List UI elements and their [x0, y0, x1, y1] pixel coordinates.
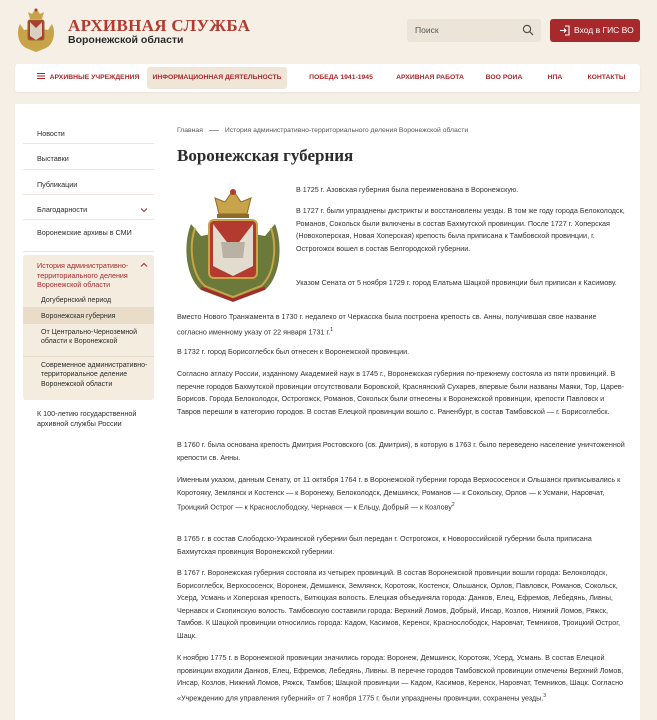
- sidebar-item-exhibitions[interactable]: [23, 144, 154, 170]
- gis-login-button[interactable]: [550, 19, 640, 42]
- paragraph-text: Именным указом, данным Сенату, от 11 октября 1764 г. в Воронежской губернии города Верхососенск и Ольшанск приписывались к Коротояку, Землянск и Костенск — к Воронежу, Белоколодск, Демшинск, Романов — к Сокольску, Орлов — к Усмани, Наровчат, Троицкий Острог — к Краснослободску, Чернавск — к Ельцу, Добрый — к Козлову: [177, 475, 621, 512]
- sidebar-item-thanks[interactable]: [23, 195, 154, 220]
- sidebar: [23, 120, 154, 438]
- footnote-ref[interactable]: 3: [543, 692, 547, 699]
- paragraph-text: Вместо Нового Транжамента в 1730 г. недалеко от Черкасска была построена крепость св. Анны, получившая свое название согласно именному указу от 22 января 1731 г.: [177, 312, 597, 336]
- sidebar-item-label: К 100-летию государственной архивной службы России: [37, 409, 137, 428]
- chevron-up-icon[interactable]: [140, 262, 148, 268]
- paragraph-text: К ноябрю 1775 г. в Воронежской провинции значились города: Воронеж, Демшинск, Коротояк, Усерд, Усмань. В состав Елецкой провинции входили Данков, Елец, Ефремов, Лебедянь, Ливны. В перечне городов Тамбовской провинции отмечены Верхний Ломов, Инсар, Козлов, Нижний Ломов, Ряжск, Тамбов; Шацкой провинции — Кадом, Касимов, Керенск, Наровчат, Темников, Шацк. Согласно «Учреждению для управления губерний» от 7 ноября 1775 г. были упразднены провинции, сохранены уезды.: [177, 653, 624, 703]
- sidebar-item-label: Публикации: [37, 180, 78, 189]
- gis-login-label: Вход в ГИС ВО: [574, 25, 634, 35]
- content-paragraph: [177, 652, 625, 705]
- emblem-icon[interactable]: [14, 6, 58, 54]
- content-paragraph: В 1727 г. были упразднены дистрикты и восстановлены уезды. В том же году города Белоколодск, Романов, Сокольск были включены в состав Бахмутской провинции. После 1727 г. Хоперская (Новохоперская, Новая Хоперская) крепость была приписана к Тамбовской провинции, г. Острогожск вошел в состав Белгородской губернии.: [296, 206, 625, 253]
- footnote-ref[interactable]: 1: [330, 326, 334, 333]
- sidebar-group-history: [23, 255, 154, 400]
- main-nav: [15, 64, 640, 92]
- nav-item-npa[interactable]: НПА: [547, 74, 563, 81]
- content-paragraph: [177, 311, 625, 339]
- sidebar-subitem-voronezh-gubernia[interactable]: Воронежская губерния: [23, 308, 154, 324]
- coat-of-arms-image: [177, 184, 290, 305]
- search-icon[interactable]: [522, 24, 534, 36]
- page-title: Воронежская губерния: [177, 146, 354, 165]
- breadcrumb: [177, 127, 468, 134]
- sidebar-item-label: История административно-территориального деления Воронежской области: [37, 261, 129, 290]
- search-placeholder: Поиск: [415, 25, 439, 35]
- sidebar-item-publications[interactable]: [23, 170, 154, 195]
- content-paragraph: В 1765 г. в состав Слободско-Украинской губернии был передан г. Острогожск, к Новороссийской губернии была приписана Бахмутская провинция Воронежской губернии.: [177, 534, 592, 556]
- sidebar-item-media[interactable]: [23, 220, 154, 252]
- content-paragraph: В 1760 г. была основана крепость Дмитрия Ростовского (св. Дмитрия), в которую в 1763 г. было переведено население уничтоженной крепости св. Анны.: [177, 440, 625, 462]
- content-paragraph: В 1732 г. город Борисоглебск был отнесен к Воронежской провинции.: [177, 347, 410, 356]
- nav-item-voo-roia[interactable]: ВОО РОИА: [485, 74, 523, 81]
- breadcrumb-separator: [209, 130, 219, 131]
- sidebar-subitem-modern[interactable]: Современное административно-территориальное деление Воронежской области: [41, 362, 148, 388]
- search-input[interactable]: [407, 19, 541, 42]
- breadcrumb-current[interactable]: История административно-территориального деления Воронежской области: [224, 127, 469, 134]
- content-paragraph: В 1767 г. Воронежская губерния состояла из четырех провинций. В состав Воронежской провинции вошли города: Белоколодск, Борисоглебск, Верхососенск, Воронеж, Демшинск, Землянск, Коротояк, Костенск, Ольшанск, Орлов, Павловск, Романов, Сокольск, Усерд, Усмань и Хоперская крепость, Битюцкая волость. Елецкая объединяла города: Данков, Елец, Ефремов, Лебедянь, Ливны, Чернавск и Скопинскую волость. Тамбовскую составили города: Верхний Ломов, Добрый, Инсар, Козлов, Нижний Ломов, Ряжск, Тамбов. К Шацкой провинции относились города: Кадом, Касимов, Керенск, Краснослободск, Наровчат, Темников, Троицкий Острог, Шацк.: [177, 568, 620, 640]
- nav-item-victory[interactable]: ПОБЕДА 1941-1945: [309, 74, 373, 81]
- content-paragraph: [177, 474, 625, 514]
- sidebar-item-history[interactable]: [23, 255, 154, 292]
- site-title[interactable]: АРХИВНАЯ СЛУЖБА: [68, 16, 251, 35]
- sidebar-item-label: Новости: [37, 129, 65, 138]
- sidebar-item-anniversary[interactable]: [23, 400, 154, 438]
- sidebar-subitem-pre-gubernia[interactable]: Догубернский период: [23, 292, 154, 308]
- sidebar-item-label: Воронежские архивы в СМИ: [37, 228, 132, 237]
- content-paragraph: Согласно атласу России, изданному Академией наук в 1745 г., Воронежская губерния по-прежнему состояла из пяти провинций. В перечне городов Бахмутской провинции отсутствовали Боровской, Краснянский Сухарев, впервые были названы Маяки, Тор, Царев-Борисов. Города Белоколодск, Острогожск, Романов, Сокольск были отнесены к Воронежской провинции, крепости Павловск и Тавров перешли в категорию городов. В состав Елецкой провинции вошло с. Раненбург, в состав Тамбовской — г. Борисоглебск.: [177, 369, 625, 416]
- login-icon: [559, 25, 570, 36]
- nav-item-archive-work[interactable]: АРХИВНАЯ РАБОТА: [396, 74, 464, 81]
- nav-item-contacts[interactable]: КОНТАКТЫ: [587, 74, 626, 81]
- content-card: [15, 104, 640, 720]
- nav-item-archives[interactable]: [27, 64, 149, 92]
- chevron-down-icon[interactable]: [140, 207, 148, 213]
- sidebar-item-label: Выставки: [37, 154, 69, 163]
- content-paragraph: В 1725 г. Азовская губерния была переименована в Воронежскую.: [296, 185, 519, 194]
- footnote-ref[interactable]: 2: [451, 502, 455, 509]
- nav-item-label: АРХИВНЫЕ УЧРЕЖДЕНИЯ: [49, 74, 140, 81]
- sidebar-item-label: Благодарности: [37, 205, 88, 214]
- breadcrumb-home[interactable]: Главная: [177, 127, 203, 134]
- menu-icon: [37, 73, 45, 79]
- site-subtitle[interactable]: Воронежской области: [68, 34, 184, 46]
- sidebar-item-news[interactable]: [23, 120, 154, 144]
- site-header: [0, 0, 657, 62]
- nav-item-info[interactable]: ИНФОРМАЦИОННАЯ ДЕЯТЕЛЬНОСТЬ: [147, 67, 287, 89]
- sidebar-subitem-cco[interactable]: От Центрально-Черноземной области к Воронежской: [23, 324, 154, 357]
- content-paragraph: Указом Сената от 5 ноября 1729 г. город Елатьма Шацкой провинции был приписан к Касимову.: [296, 278, 617, 287]
